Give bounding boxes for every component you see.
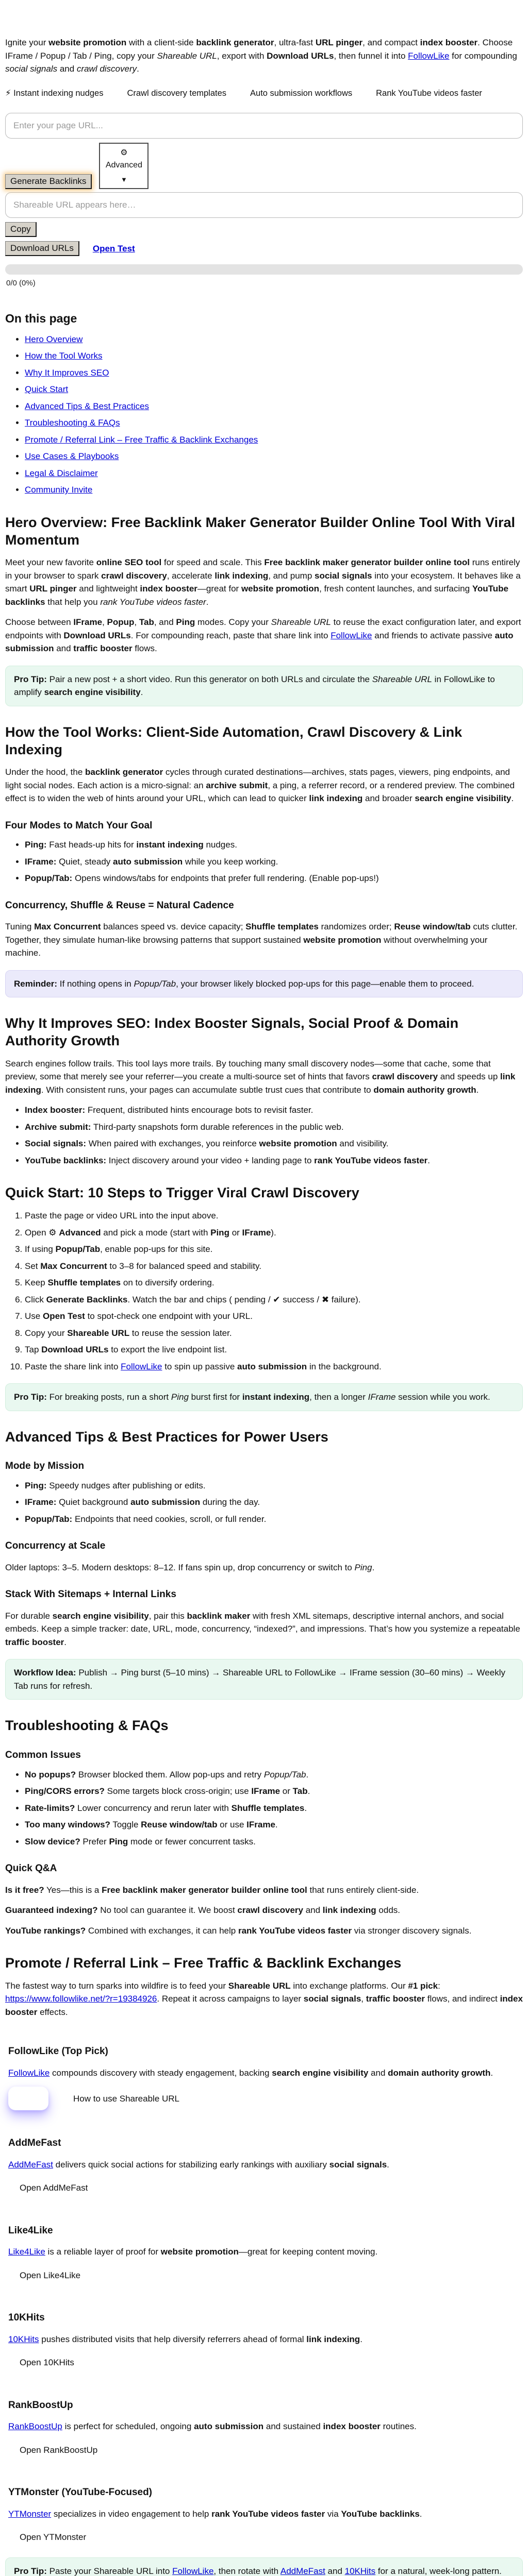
toc-link-troubleshooting[interactable]: Troubleshooting & FAQs <box>25 418 120 428</box>
feature-chips <box>5 87 523 100</box>
exchange-card-addmefast <box>8 2136 523 2198</box>
url-input[interactable] <box>5 113 523 139</box>
faq-heading: Troubleshooting & FAQs <box>5 1718 169 1734</box>
exchange-description: FollowLike compounds discovery with steady engagement, backing search engine visibility and domain authority growth. <box>8 2067 493 2078</box>
toc-link-usecases[interactable]: Use Cases & Playbooks <box>25 451 119 462</box>
toc-link-legal[interactable]: Legal & Disclaimer <box>25 468 98 478</box>
reminder-box: Reminder: If nothing opens in Popup/Tab, your browser likely blocked pop-ups for this page—enable them to proceed. <box>5 970 523 998</box>
inline-link[interactable]: YTMonster <box>8 2509 52 2519</box>
inline-link[interactable]: Like4Like <box>8 2247 45 2257</box>
chip-rank-youtube: Rank YouTube videos faster <box>376 88 482 98</box>
open-like4like-link[interactable]: Open Like4Like <box>20 2270 81 2280</box>
pro-tip-box: Pro Tip: Paste your Shareable URL into FollowLike, then rotate with AddMeFast and 10KHits for a natural, week-long pattern. <box>5 2557 523 2576</box>
qa-paragraph: Guaranteed indexing? No tool can guarantee it. We boost crawl discovery and link indexing odds. <box>5 1905 400 1915</box>
toc-item <box>25 333 523 346</box>
toc-link-quickstart[interactable]: Quick Start <box>25 384 69 395</box>
followlike-cta-row <box>8 2087 523 2110</box>
advanced-heading: Advanced Tips & Best Practices for Power Users <box>5 1429 328 1445</box>
copy-row <box>5 222 523 237</box>
intro-paragraph: Ignite your website promotion with a client-side backlink generator, ultra-fast URL pinger, and compact index booster. Choose IFrame / Popup / Tab / Ping, copy your Shareable URL, export with Download URLs, then funnel it into FollowLike for compounding social signals and crawl discovery. <box>5 38 517 74</box>
exchange-description: RankBoostUp is perfect for scheduled, ongoing auto submission and sustained index booster routines. <box>8 2421 417 2432</box>
chip-crawl-templates: Crawl discovery templates <box>127 88 227 98</box>
list-item: • Ping: Speedy nudges after publishing or edits. <box>25 1479 523 1493</box>
cadence-paragraph: Tuning Max Concurrent balances speed vs. device capacity; Shuffle templates randomizes order; Reuse window/tab cuts clutter. Together, they simulate human-like browsing patterns that support sustained website promotion without overwhelming your machine. <box>5 922 518 958</box>
step-item: 2. Open ⚙ Advanced and pick a mode (start with Ping or IFrame). <box>25 1226 523 1240</box>
inline-link[interactable]: FollowLike <box>408 50 450 61</box>
list-item: • IFrame: Quiet background auto submission during the day. <box>25 1496 523 1509</box>
hero-paragraph-1: Meet your new favorite online SEO tool for speed and scale. This Free backlink maker generator builder online tool runs entirely in your browser to spark crawl discovery, accelerate link indexing, and pump social signals into your ecosystem. It behaves like a smart URL pinger and lightweight index booster—great for website promotion, fresh content launches, and surfacing YouTube backlinks that help you rank YouTube videos faster. <box>5 557 521 607</box>
list-item: • No popups? Browser blocked them. Allow pop-ups and retry Popup/Tab. <box>25 1768 523 1782</box>
list-item: • Popup/Tab: Opens windows/tabs for endpoints that prefer full rendering. (Enable pop-ups!) <box>25 872 523 885</box>
inline-link[interactable]: https://www.followlike.net/?r=19384926 <box>5 1994 157 2004</box>
howto-shareable-url-label: How to use Shareable URL <box>73 2093 180 2104</box>
quickstart-heading: Quick Start: 10 Steps to Trigger Viral Crawl Discovery <box>5 1185 359 1201</box>
toc-link-advanced[interactable]: Advanced Tips & Best Practices <box>25 401 149 411</box>
step-item: 4. Set Max Concurrent to 3–8 for balanced speed and stability. <box>25 1260 523 1273</box>
workflow-idea-box: Workflow Idea: Publish → Ping burst (5–10 mins) → Shareable URL to FollowLike → IFrame session (30–60 mins) → Weekly Tab runs for refresh. <box>5 1659 523 1700</box>
generate-row <box>5 143 523 189</box>
step-item: 3. If using Popup/Tab, enable pop-ups for this site. <box>25 1243 523 1256</box>
toc-item <box>25 467 523 480</box>
quickstart-steps <box>5 1209 523 1373</box>
qa-paragraph: Is it free? Yes—this is a Free backlink maker generator builder online tool that runs entirely client-side. <box>5 1885 419 1895</box>
toc-item <box>25 483 523 497</box>
exchange-name: 10KHits <box>8 2312 45 2324</box>
toc-item <box>25 400 523 413</box>
copy-button[interactable]: Copy <box>5 222 37 237</box>
list-item: • YouTube backlinks: Inject discovery around your video + landing page to rank YouTube videos faster. <box>25 1154 523 1167</box>
toc-item <box>25 416 523 430</box>
advanced-toggle[interactable] <box>99 143 148 189</box>
inline-link[interactable]: 10KHits <box>8 2334 39 2344</box>
mission-list <box>5 1479 523 1526</box>
why-list <box>5 1104 523 1167</box>
exchange-name: YTMonster (YouTube-Focused) <box>8 2487 153 2498</box>
advanced-label: ⚙ Advanced <box>105 148 142 170</box>
open-rankboostup-link[interactable]: Open RankBoostUp <box>20 2445 98 2455</box>
exchange-description: AddMeFast delivers quick social actions for stabilizing early rankings with auxiliary social signals. <box>8 2159 389 2170</box>
followlike-cta-button[interactable] <box>8 2087 48 2110</box>
open-ytmonster-link[interactable]: Open YTMonster <box>20 2532 87 2543</box>
four-modes-heading: Four Modes to Match Your Goal <box>5 820 153 831</box>
common-issues-heading: Common Issues <box>5 1750 81 1760</box>
inline-link[interactable]: FollowLike <box>331 630 372 640</box>
qa-heading: Quick Q&A <box>5 1863 57 1874</box>
toc-link-community[interactable]: Community Invite <box>25 485 93 495</box>
inline-link[interactable]: RankBoostUp <box>8 2421 62 2432</box>
list-item: • Slow device? Prefer Ping mode or fewer concurrent tasks. <box>25 1835 523 1849</box>
chip-auto-submission: Auto submission workflows <box>250 88 353 98</box>
progress-bar <box>5 264 523 275</box>
step-item: 8. Copy your Shareable URL to reuse the session later. <box>25 1327 523 1340</box>
promote-paragraph: The fastest way to turn sparks into wildfire is to feed your Shareable URL into exchange platforms. Our #1 pick: https://www.followlike.net/?r=19384926. Repeat it across campaigns to layer social signals, traffic booster flows, and indirect index booster effects. <box>5 1980 523 2017</box>
cadence-heading: Concurrency, Shuffle & Reuse = Natural Cadence <box>5 900 234 911</box>
pro-tip-box: Pro Tip: Pair a new post + a short video. Run this generator on both URLs and circulate the Shareable URL in FollowLike to amplify search engine visibility. <box>5 666 523 706</box>
qa-paragraph: YouTube rankings? Combined with exchanges, it can help rank YouTube videos faster via stronger discovery signals. <box>5 1925 472 1936</box>
list-item: • Ping/CORS errors? Some targets block cross-origin; use IFrame or Tab. <box>25 1785 523 1798</box>
exchange-card-followlike <box>8 2044 523 2110</box>
open-10khits-link[interactable]: Open 10KHits <box>20 2358 74 2368</box>
why-paragraph: Search engines follow trails. This tool lays more trails. By touching many small discovery nodes—some that cache, some that preview, some that merely see your referrer—you create a multi-source set of hints that favors crawl discovery and speeds up link indexing. With consistent runs, your pages can accumulate subtle trust cues that contribute to domain authority growth. <box>5 1058 516 1095</box>
exchange-card-like4like <box>8 2224 523 2285</box>
toc-list <box>5 333 523 497</box>
toc-item <box>25 383 523 396</box>
list-item: • Rate-limits? Lower concurrency and rerun later with Shuffle templates. <box>25 1802 523 1815</box>
list-item: • Popup/Tab: Endpoints that need cookies, scroll, or full render. <box>25 1513 523 1526</box>
mission-heading: Mode by Mission <box>5 1461 85 1472</box>
list-item: • Ping: Fast heads-up hits for instant indexing nudges. <box>25 838 523 852</box>
toc-item <box>25 349 523 363</box>
inline-link[interactable]: 10KHits <box>344 2566 376 2576</box>
pro-tip-box: Pro Tip: For breaking posts, run a short Ping burst first for instant indexing, then a longer IFrame session while you work. <box>5 1383 523 1411</box>
list-item: • IFrame: Quiet, steady auto submission while you keep working. <box>25 855 523 869</box>
shareable-url-output[interactable] <box>5 192 523 218</box>
toc-link-how[interactable]: How the Tool Works <box>25 351 103 361</box>
open-addmefast-link[interactable]: Open AddMeFast <box>20 2183 88 2193</box>
step-item: 7. Use Open Test to spot-check one endpoint with your URL. <box>25 1310 523 1323</box>
why-heading: Why It Improves SEO: Index Booster Signals, Social Proof & Domain Authority Growth <box>5 1015 459 1048</box>
list-item: • Archive submit: Third-party snapshots form durable references in the public web. <box>25 1121 523 1134</box>
inline-link[interactable]: AddMeFast <box>280 2566 325 2576</box>
exchange-description: 10KHits pushes distributed visits that help diversify referrers ahead of formal link indexing. <box>8 2334 362 2344</box>
step-item: 10. Paste the share link into FollowLike to spin up passive auto submission in the background. <box>25 1360 523 1374</box>
step-item: 9. Tap Download URLs to export the live endpoint list. <box>25 1343 523 1357</box>
chevron-down-icon: ▼ <box>120 176 127 184</box>
step-item: 6. Click Generate Backlinks. Watch the bar and chips ( pending / ✔ success / ✖ failure). <box>25 1293 523 1307</box>
inline-link[interactable]: FollowLike <box>172 2566 214 2576</box>
inline-link[interactable]: FollowLike <box>8 2067 50 2078</box>
list-item: • Social signals: When paired with exchanges, you reinforce website promotion and visibility. <box>25 1137 523 1150</box>
common-issues-list <box>5 1768 523 1849</box>
how-paragraph: Under the hood, the backlink generator cycles through curated destinations—archives, stats pages, viewers, ping endpoints, and light social nodes. Each action is a micro-signal: an archive submit, a ping, a referrer record, or a rendered preview. The combined effect is to widen the web of hints around your URL, which can lead to quicker link indexing and broader search engine visibility. <box>5 767 515 804</box>
exchange-name: FollowLike (Top Pick) <box>8 2046 108 2057</box>
toc-item <box>25 433 523 447</box>
concurrency-paragraph: Older laptops: 3–5. Modern desktops: 8–12. If fans spin up, drop concurrency or switch to Ping. <box>5 1562 375 1572</box>
toc-link-why[interactable]: Why It Improves SEO <box>25 367 109 378</box>
how-heading: How the Tool Works: Client-Side Automation, Crawl Discovery & Link Indexing <box>5 724 463 757</box>
list-item: • Index booster: Frequent, distributed hints encourage bots to revisit faster. <box>25 1104 523 1117</box>
exchange-description: Like4Like is a reliable layer of proof for website promotion—great for keeping content moving. <box>8 2247 378 2257</box>
exchange-card-rankboostup <box>8 2398 523 2460</box>
exchange-name: AddMeFast <box>8 2138 61 2149</box>
promote-heading: Promote / Referral Link – Free Traffic & Backlink Exchanges <box>5 1955 402 1971</box>
step-item: 1. Paste the page or video URL into the input above. <box>25 1209 523 1223</box>
toc-item <box>25 450 523 463</box>
exchange-card-10khits <box>8 2311 523 2372</box>
progress-counter: 0/0 (0%) <box>6 278 36 287</box>
hero-paragraph-2: Choose between IFrame, Popup, Tab, and Ping modes. Copy your Shareable URL to reuse the exact configuration later, and export endpoints with Download URLs. For compounding reach, paste that share link into FollowLike and friends to activate passive auto submission and traffic booster flows. <box>5 617 521 654</box>
exchange-description: YTMonster specializes in video engagement to help rank YouTube videos faster via YouTube backlinks. <box>8 2509 422 2519</box>
toc-link-promote[interactable]: Promote / Referral Link – Free Traffic & Backlink Exchanges <box>25 434 258 445</box>
download-row <box>5 241 523 256</box>
stack-paragraph: For durable search engine visibility, pair this backlink maker with fresh XML sitemaps, descriptive internal anchors, and social embeds. Keep a simple tracker: date, URL, mode, concurrency, “indexed?”, and impressions. That’s how you systemize a repeatable traffic booster. <box>5 1611 520 1647</box>
four-modes-list <box>5 838 523 885</box>
exchange-card-ytmonster <box>8 2485 523 2547</box>
list-item: • Too many windows? Toggle Reuse window/tab or use IFrame. <box>25 1818 523 1832</box>
open-test-link[interactable]: Open Test <box>92 243 135 253</box>
inline-link[interactable]: AddMeFast <box>8 2159 53 2170</box>
stack-heading: Stack With Sitemaps + Internal Links <box>5 1589 176 1600</box>
step-item: 5. Keep Shuffle templates on to diversify ordering. <box>25 1276 523 1290</box>
toc-item <box>25 366 523 380</box>
inline-link[interactable]: FollowLike <box>121 1361 162 1371</box>
exchange-name: RankBoostUp <box>8 2399 73 2411</box>
hero-heading: Hero Overview: Free Backlink Maker Generator Builder Online Tool With Viral Momentum <box>5 514 516 548</box>
generate-backlinks-button[interactable]: Generate Backlinks <box>5 174 92 189</box>
chip-instant-indexing: ⚡ Instant indexing nudges <box>5 88 104 98</box>
toc-link-hero[interactable]: Hero Overview <box>25 334 83 344</box>
download-urls-button[interactable]: Download URLs <box>5 241 79 256</box>
exchange-name: Like4Like <box>8 2225 53 2236</box>
toc-title: On this page <box>5 312 77 326</box>
concurrency-heading: Concurrency at Scale <box>5 1540 106 1552</box>
